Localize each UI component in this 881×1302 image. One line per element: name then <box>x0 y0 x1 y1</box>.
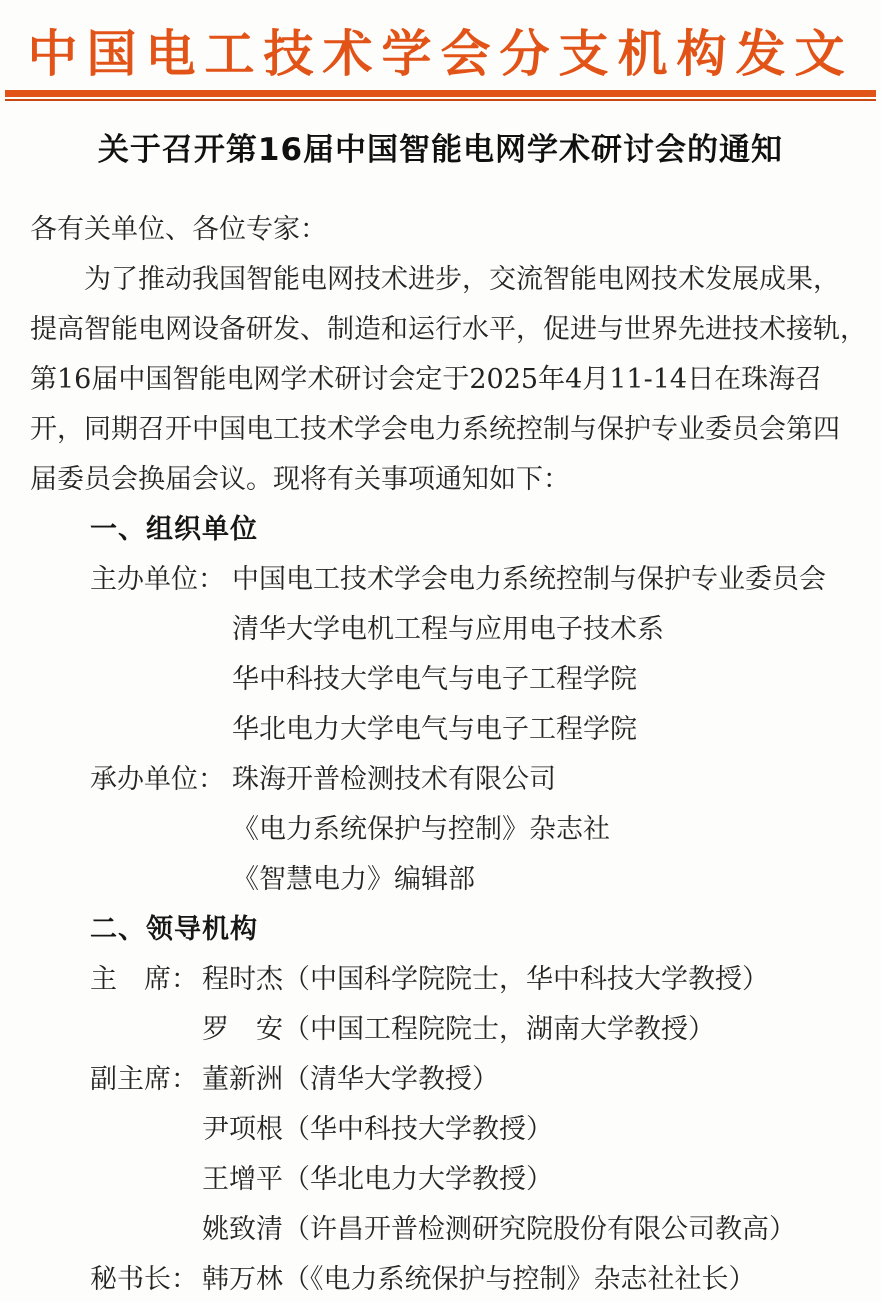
organizer-name: 华北电力大学电气与电子工程学院 <box>232 714 637 745</box>
leader-name: 程时杰（中国科学院院士，华中科技大学教授） <box>202 964 769 995</box>
organizer-name: 中国电工技术学会电力系统控制与保护专业委员会 <box>232 564 826 595</box>
paragraph-line: 届委员会换届会议。现将有关事项通知如下： <box>30 464 570 495</box>
organizer-row <box>30 555 851 605</box>
letterhead-double-rule <box>5 90 876 101</box>
rule-thick <box>5 90 876 97</box>
organizer-row <box>30 805 851 855</box>
leader-name: 尹项根（华中科技大学教授） <box>202 1114 553 1145</box>
organizer-row <box>30 605 851 655</box>
organizer-label <box>90 855 232 905</box>
organizer-name: 清华大学电机工程与应用电子技术系 <box>232 614 664 645</box>
leader-role-label: 主 席： <box>90 964 198 995</box>
leader-name: 姚致清（许昌开普检测研究院股份有限公司教高） <box>202 1214 796 1245</box>
salutation: 各有关单位、各位专家： <box>30 214 327 245</box>
organizer-label <box>90 605 232 655</box>
leader-row <box>30 1005 851 1055</box>
leader-role-label: 秘书长： <box>90 1264 198 1295</box>
leader-name: 韩万林（《电力系统保护与控制》杂志社社长） <box>202 1264 756 1295</box>
document-title: 关于召开第16届中国智能电网学术研讨会的通知 <box>97 132 784 168</box>
leader-name: 罗 安（中国工程院院士，湖南大学教授） <box>202 1014 715 1045</box>
paragraph-line: 第16届中国智能电网学术研讨会定于2025年4月11-14日在珠海召 <box>30 364 823 395</box>
leader-name: 王增平（华北电力大学教授） <box>202 1164 553 1195</box>
organizer-row <box>30 655 851 705</box>
organizer-label <box>90 655 232 705</box>
leader-role-label <box>90 1005 202 1055</box>
section-heading-organization: 一、组织单位 <box>90 514 258 545</box>
organizer-name: 珠海开普检测技术有限公司 <box>232 764 556 795</box>
paragraph-line: 为了推动我国智能电网技术进步，交流智能电网技术发展成果， <box>84 264 840 295</box>
paragraph-line: 提高智能电网设备研发、制造和运行水平，促进与世界先进技术接轨， <box>30 314 867 345</box>
organizer-name: 《电力系统保护与控制》杂志社 <box>232 814 610 845</box>
organizer-name: 华中科技大学电气与电子工程学院 <box>232 664 637 695</box>
organizer-row <box>30 855 851 905</box>
organizer-label: 主办单位： <box>90 564 225 595</box>
leader-role-label: 副主席： <box>90 1064 198 1095</box>
rule-thin <box>5 99 876 101</box>
paragraph-line: 开，同期召开中国电工技术学会电力系统控制与保护专业委员会第四 <box>30 414 840 445</box>
leader-row <box>30 1205 851 1255</box>
document-body <box>0 173 881 1302</box>
leader-role-label <box>90 1205 202 1255</box>
organizer-name: 《智慧电力》编辑部 <box>232 864 475 895</box>
leader-name: 董新洲（清华大学教授） <box>202 1064 499 1095</box>
organizer-row <box>30 755 851 805</box>
organizer-label: 承办单位： <box>90 764 225 795</box>
leader-row <box>30 1105 851 1155</box>
leader-row <box>30 1155 851 1205</box>
section-heading-leadership: 二、领导机构 <box>90 914 258 945</box>
leader-role-label <box>90 1105 202 1155</box>
organizer-row <box>30 705 851 755</box>
organizer-label <box>90 705 232 755</box>
leader-row <box>30 1255 851 1302</box>
organizer-label <box>90 805 232 855</box>
leader-role-label <box>90 1155 202 1205</box>
leader-row <box>30 955 851 1005</box>
leader-row <box>30 1055 851 1105</box>
letterhead-banner: 中国电工技术学会分支机构发文 <box>27 24 854 83</box>
